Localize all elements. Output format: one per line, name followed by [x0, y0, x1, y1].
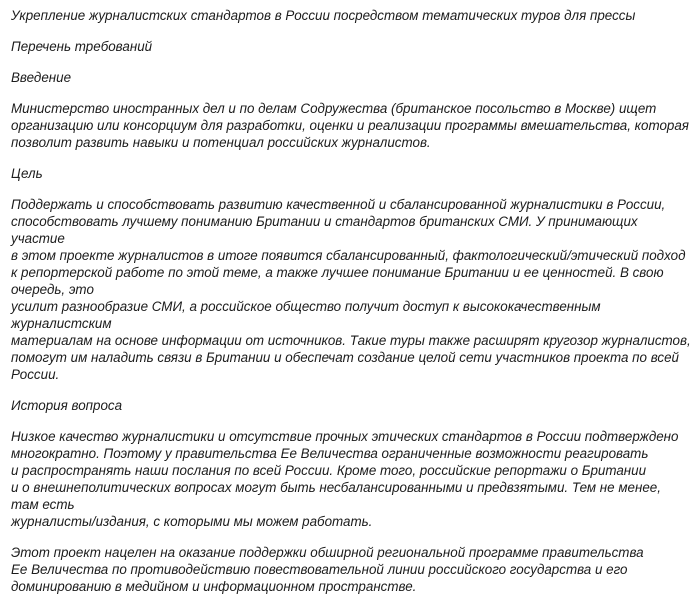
- goal-paragraph: Поддержать и способствовать развитию качественной и сбалансированной журналистики в России, способствовать лучшему пониманию Британии и стандартов британских СМИ. У принимающих участие в этом проекте журналистов в итоге появится сбалансированный, фактологический/этический подход к репортерской работе по этой теме, а также лучшее понимание Британии и ее ценностей. В свою очередь, это усилит разнообразие СМИ, а российское общество получит доступ к высококачественным журналистским материалам на основе информации от источников. Такие туры также расширят кругозор журналистов, помогут им наладить связи в Британии и обеспечат создание целой сети участников проекта по всей России.: [11, 197, 691, 382]
- requirements-heading: Перечень требований: [11, 39, 153, 54]
- background-heading: История вопроса: [11, 398, 123, 413]
- document-title: Укрепление журналистских стандартов в России посредством тематических туров для прессы: [11, 8, 636, 23]
- project-paragraph: Этот проект нацелен на оказание поддержки обширной региональной программе правительства Ее Величества по противодействию повествовательной линии российского государства и его доминированию в медийном и информационном пространстве.: [11, 545, 644, 594]
- intro-heading: Введение: [11, 70, 72, 85]
- intro-paragraph: Министерство иностранных дел и по делам Содружества (британское посольство в Москве) ищет организацию или консорциум для разработки, оценки и реализации программы вмешательства, которая позволит развить навыки и потенциал российских журналистов.: [11, 101, 689, 150]
- background-paragraph: Низкое качество журналистики и отсутствие прочных этических стандартов в России подтверждено многократно. Поэтому у правительства Ее Величества ограниченные возможности реагировать и распространять наши послания по всей России. Кроме того, российские репортажи о Британии и о внешнеполитических вопросах могут быть несбалансированными и предвзятыми. Тем не менее, там есть журналисты/издания, с которыми мы можем работать.: [11, 429, 679, 529]
- goal-heading: Цель: [11, 166, 43, 181]
